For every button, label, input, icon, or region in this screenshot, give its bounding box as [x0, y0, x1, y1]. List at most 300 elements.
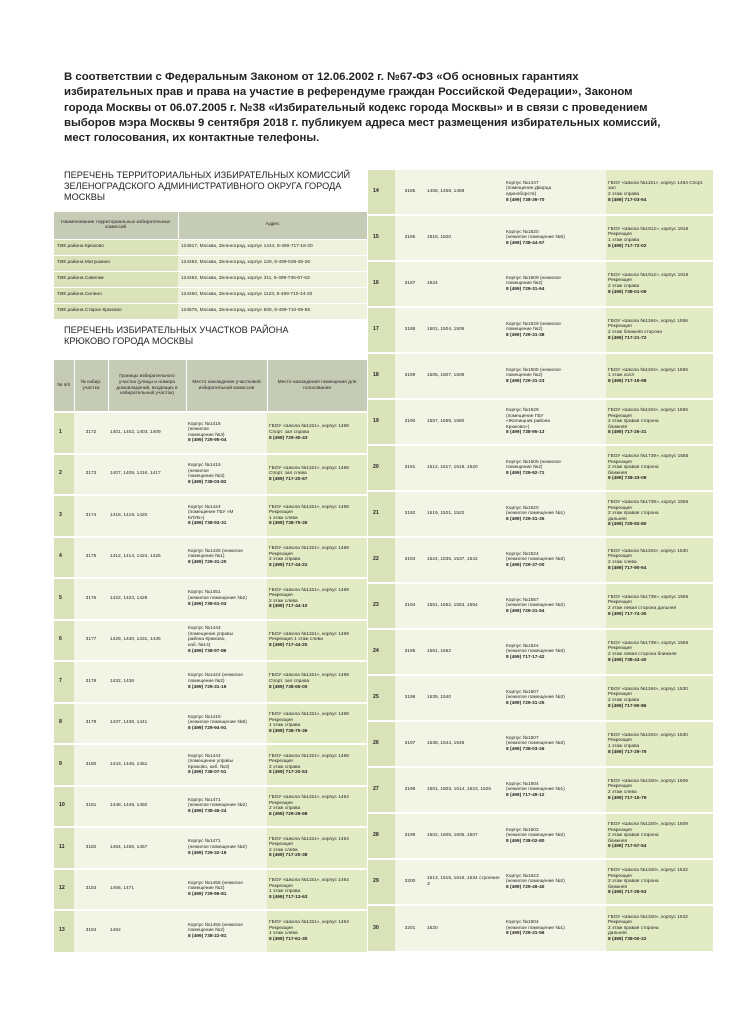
precinct-number: 3190 — [395, 399, 425, 445]
commission-phone: 8 (499) 729-31-20 — [188, 560, 227, 566]
voting-phone: 8 (499) 717-57-54 — [608, 844, 647, 850]
voting-address-line: Рекреация — [608, 459, 632, 465]
precinct-borders: 1824 — [425, 261, 504, 307]
tik-row — [54, 255, 367, 271]
precinct-index: 5 — [54, 578, 74, 620]
voting-location — [267, 620, 367, 662]
commission-location — [504, 169, 606, 215]
voting-address-line: Рекреация — [608, 232, 632, 238]
tik-row — [54, 239, 367, 255]
precinct-borders: 1429, 1430, 1431, 1435 — [108, 620, 186, 662]
voting-address-line: 2 этаж правая сторона — [608, 925, 659, 931]
voting-location — [606, 491, 713, 537]
precinct-number: 3189 — [395, 353, 425, 399]
commission-location — [186, 910, 267, 952]
precinct-number: 3186 — [395, 215, 425, 261]
voting-address-line: Рекреация — [269, 551, 293, 557]
precinct-number: 3194 — [395, 583, 425, 629]
precinct-row — [54, 661, 367, 703]
commission-address-line: (помещение Дворца — [506, 186, 552, 192]
voting-phone: 8 (499) 717-90-86 — [608, 703, 647, 709]
precinct-index: 19 — [368, 399, 395, 445]
voting-address-line: ГБОУ «Школа №1151», корпус 1468 — [269, 465, 349, 471]
precinct-index: 23 — [368, 583, 395, 629]
voting-phone: 8 (499) 717-03-64 — [608, 197, 647, 203]
voting-address-line: ГБОУ «Школа №1194», корпус 1530 — [608, 686, 688, 692]
commission-phone: 8 (499) 729-31-38 — [506, 332, 545, 338]
voting-location — [606, 721, 713, 767]
col-uchastok-header: № избир. участка — [74, 360, 108, 412]
voting-phone: 8 (499) 738-33-09 — [608, 476, 647, 482]
precincts-table-header — [54, 360, 367, 412]
voting-location — [606, 767, 713, 813]
precinct-row — [54, 869, 367, 911]
voting-address-line: 1 этаж слева — [269, 515, 298, 521]
voting-location — [267, 744, 367, 786]
commission-address-line: Корпус №1524 — [506, 643, 539, 649]
commission-address-line: (нежилое помещение №2) — [506, 879, 565, 885]
precinct-index: 8 — [54, 703, 74, 745]
voting-phone: 8 (499) 717-44-20 — [269, 643, 308, 649]
commission-address-line: (нежилое помещение №3) — [506, 741, 565, 747]
precinct-row — [54, 620, 367, 662]
commission-location — [504, 721, 606, 767]
voting-address-line: Рекреация — [269, 510, 293, 516]
voting-address-line: Рекреация — [269, 842, 293, 848]
precinct-number: 3184 — [74, 910, 108, 952]
precinct-index: 17 — [368, 307, 395, 353]
voting-address-line: Спорт. зал справа — [269, 678, 310, 684]
commission-phone: 8 (499) 729-31-54 — [506, 608, 545, 614]
precinct-number: 3183 — [74, 869, 108, 911]
commission-address-line: Корпус №1507 — [506, 735, 539, 741]
commission-address-line: помещение №2) — [506, 327, 543, 333]
precinct-borders: 1602, 1605, 1606, 1607 — [425, 813, 504, 859]
commission-location — [504, 675, 606, 721]
precinct-row — [54, 786, 367, 828]
voting-location — [606, 261, 713, 307]
precinct-row — [368, 813, 713, 859]
commission-address-line: (нежилое помещение №1) — [506, 511, 565, 517]
commission-location — [186, 412, 267, 454]
voting-address-line: Рекреация 1 этаж слева — [269, 637, 323, 643]
precinct-number: 3197 — [395, 721, 425, 767]
voting-location — [267, 869, 367, 911]
voting-address-line: 2 этаж справа — [269, 557, 301, 563]
commission-location — [186, 454, 267, 496]
voting-address-line: 2 этаж справа — [608, 698, 640, 703]
commission-address-line: помещение №3) — [188, 474, 225, 480]
precinct-row — [54, 703, 367, 745]
voting-phone: 8 (499) 717-13-63 — [269, 894, 308, 900]
commission-address-line: Корпус №1809 (нежилое — [506, 275, 561, 281]
voting-location — [606, 307, 713, 353]
commission-location — [504, 353, 606, 399]
commission-address-line: Корпус №1529 (нежилое — [506, 321, 561, 327]
precinct-borders: 1462 — [108, 910, 186, 952]
precinct-row — [54, 495, 367, 537]
commission-location — [504, 859, 606, 905]
precinct-index: 30 — [368, 905, 395, 951]
precinct-number: 3177 — [74, 620, 108, 662]
precinct-row — [368, 721, 713, 767]
precinct-borders: 1454, 1456, 1457 — [108, 827, 186, 869]
commission-address-line: «Жилищник района — [506, 419, 550, 425]
voting-address-line: 2 этаж левая сторона ближняя — [608, 652, 677, 657]
precinct-borders: 1432, 1436 — [108, 661, 186, 703]
voting-phone: 8 (499) 717-26-31 — [608, 430, 647, 436]
precinct-index: 1 — [54, 412, 74, 454]
commission-phone: 8 (499) 729-96-81 — [188, 892, 227, 898]
precinct-borders: 1448, 1449, 1450 — [108, 786, 186, 828]
commission-address-line: (нежилое помещение №2) — [188, 595, 247, 601]
tik-row — [54, 287, 367, 303]
commission-phone: 8 (499) 738-03-26 — [506, 746, 545, 752]
voting-location — [606, 859, 713, 905]
voting-location — [606, 215, 713, 261]
voting-address-line: ближняя — [608, 884, 628, 890]
precinct-row — [368, 169, 713, 215]
precinct-borders: 1620 — [425, 905, 504, 951]
precinct-row — [368, 353, 713, 399]
voting-phone: 8 (499) 717-21-72 — [608, 335, 647, 341]
commission-location — [186, 495, 267, 537]
voting-phone: 8 (499) 717-19-98 — [608, 378, 647, 384]
voting-address-line: ГБОУ «Школа №1739», корпус 1555 — [608, 500, 689, 506]
tik-row — [54, 271, 367, 287]
commission-address-line: Корпус №1820 — [506, 229, 539, 235]
precinct-index: 18 — [368, 353, 395, 399]
voting-address-line: ГБОУ «Школа №1151», корпус 1469 — [269, 546, 349, 552]
voting-location — [267, 661, 367, 703]
voting-address-line: 2 этаж ближняя сторона — [608, 330, 662, 335]
voting-address-line: ГБОУ «Школа №1150», корпус 1609 — [608, 778, 688, 784]
voting-location — [267, 537, 367, 579]
precinct-number: 3193 — [395, 537, 425, 583]
precinct-number: 3199 — [395, 813, 425, 859]
voting-address-line: 1 этаж справа — [269, 889, 301, 895]
voting-address-line: ГБОУ «Школа №1194», корпус 1556 — [608, 367, 688, 373]
precinct-borders: 1601, 1603, 1614, 1623, 1626 — [425, 767, 504, 813]
voting-address-line: Рекреация — [608, 738, 632, 744]
voting-address-line: ближняя — [608, 470, 628, 476]
tik-name: ТИК района Матушкино — [54, 255, 178, 271]
tik-address: 124482, Москва, Зеленоград, корпус 128, 8-499-538-45-26 — [178, 255, 367, 271]
voting-address-line: 2 этаж справа — [608, 192, 640, 197]
voting-location — [267, 412, 367, 454]
precinct-number: 3180 — [74, 744, 108, 786]
precinct-index: 28 — [368, 813, 395, 859]
voting-address-line: ГБОУ «Школа №1912», корпус 1816 — [608, 226, 689, 232]
commission-phone: 8 (499) 738-46-24 — [188, 809, 227, 815]
precinct-row — [54, 827, 367, 869]
voting-address-line: Рекреация — [269, 883, 293, 889]
voting-address-line: ГБОУ «Школа №1150», корпус 1632 — [608, 868, 688, 874]
voting-address-line: ГБОУ «Школа №1151», корпус 1468 — [269, 712, 349, 718]
precinct-borders: 1613, 1615, 1616, 1634 строение 3 — [425, 859, 504, 905]
voting-phone: 8 (499) 717-20-67 — [269, 477, 308, 483]
precinct-index: 2 — [54, 454, 74, 496]
voting-location — [606, 353, 713, 399]
tik-table-header — [54, 212, 367, 239]
intro-paragraph: В соответствии с Федеральным Законом от 12.06.2002 г. №67-ФЗ «Об основных гарантиях избирательных прав и права на участие в референдуме граждан Российской Федерации», Законом города Москвы от 06.07.2005 г. №38 «Избирательный кодекс города Москвы» и в связи с проведением выборов мэра Москвы 9 сентября 2018 г. публикуем адреса мест размещения избирательных комиссий, мест голосования, их контактные телефоны. — [64, 71, 661, 145]
commission-address-line: Корпус №1424 (нежилое — [188, 673, 243, 679]
commission-address-line: Корпус №1424 — [188, 504, 221, 510]
voting-address-line: 2 этаж правая сторона — [608, 511, 659, 517]
commission-location — [186, 786, 267, 828]
commission-address-line: (помещение ГБУ — [506, 413, 544, 419]
commission-address-line: Корпус №1505 (нежилое — [506, 459, 561, 465]
precinct-index: 10 — [54, 786, 74, 828]
commission-address-line: Корпус №1604 — [506, 781, 539, 787]
commission-address-line: (нежилое помещение №2) — [188, 803, 247, 809]
voting-address-line: Рекреация — [608, 827, 632, 833]
voting-location — [606, 399, 713, 445]
voting-phone: 8 (499) 738-75-35 — [269, 521, 308, 527]
precinct-row — [368, 307, 713, 353]
precinct-index: 16 — [368, 261, 395, 307]
commission-address-line: (помещение ГБУ «М — [188, 510, 234, 516]
voting-phone: 8 (499) 738-65-00 — [269, 684, 308, 690]
commission-address-line: Корпус №1416 — [188, 463, 221, 469]
voting-address-line: ГБОУ «Школа №1150», корпус 1609 — [608, 822, 688, 828]
commission-location — [504, 767, 606, 813]
voting-location — [606, 675, 713, 721]
tik-table — [54, 212, 368, 319]
voting-address-line: ГБОУ «Школа №1194», корпус 1556 — [608, 318, 688, 324]
voting-phone: 8 (499) 717-20-38 — [269, 853, 308, 859]
precinct-index: 11 — [54, 827, 74, 869]
voting-address-line: ГБОУ «Школа №1151», корпус 1468 — [269, 753, 349, 759]
tik-name: ТИК района Савелки — [54, 271, 178, 287]
commission-address-line: (нежилое помещение №3) — [506, 557, 565, 563]
voting-address-line: 2 этаж слева — [608, 560, 637, 565]
voting-phone: 8 (499) 729-92-80 — [608, 522, 647, 528]
voting-phone: 8 (499) 717-15-79 — [608, 795, 647, 801]
voting-address-line: ГБОУ «Школа №1151», корпус 1468 — [269, 504, 349, 510]
precinct-row — [368, 675, 713, 721]
voting-address-line: ГБОУ «Школа №1194», корпус 1530 — [608, 548, 688, 554]
voting-address-line: ГБОУ «Школа №1194», корпус 1530 — [608, 732, 688, 738]
commission-address-line: Корпус №1524 — [506, 551, 539, 557]
voting-location — [606, 537, 713, 583]
precinct-borders: 1401, 1402, 1403, 1409 — [108, 412, 186, 454]
commission-address-line: Корпус №1623 — [506, 873, 539, 879]
commission-phone: 8 (499) 729-31-25 — [506, 700, 545, 706]
precinct-index: 3 — [54, 495, 74, 537]
voting-location — [606, 169, 713, 215]
commission-location — [186, 703, 267, 745]
voting-phone: 8 (499) 729-30-43 — [269, 435, 308, 441]
precinct-borders: 1538, 1544, 1546 — [425, 721, 504, 767]
voting-phone: 8 (499) 717-61-30 — [269, 936, 308, 942]
voting-address-line: Рекреация — [608, 646, 632, 652]
tik-address: 124575, Москва, Зеленоград, корпус 830, 8-499-710-09-55 — [178, 303, 367, 319]
commission-address-line: Корпус №1471 — [188, 839, 221, 845]
voting-location — [267, 578, 367, 620]
precincts-table-left-body — [54, 412, 367, 952]
voting-address-line: ГБОУ «Школа №1739», корпус 1555 — [608, 454, 689, 460]
commission-phone: 8 (499) 729-31-35 — [506, 516, 545, 522]
precinct-number: 3198 — [395, 767, 425, 813]
commission-phone: 8 (499) 738-44-57 — [506, 240, 545, 246]
tik-col-address-header: Адрес — [178, 212, 367, 239]
precinct-row — [368, 859, 713, 905]
precinct-number: 3196 — [395, 675, 425, 721]
voting-phone: 8 (499) 729-29-98 — [269, 811, 308, 817]
commission-address-line: (нежилое помещение №1) — [506, 787, 565, 793]
voting-phone: 8 (499) 717-72-02 — [608, 243, 647, 249]
commission-phone: 8 (499) 738-93-31 — [188, 521, 227, 527]
precinct-index: 7 — [54, 661, 74, 703]
precinct-number: 3200 — [395, 859, 425, 905]
precinct-number: 3182 — [74, 827, 108, 869]
voting-address-line: Рекреация — [608, 554, 632, 560]
precinct-number: 3188 — [395, 307, 425, 353]
commission-address-line: Корпус №1444 — [188, 753, 221, 759]
commission-address-line: Корпус №1507 — [506, 689, 539, 695]
col-commission-header: Место нахождения участковой избирательной комиссии — [186, 360, 267, 412]
voting-phone: 8 (499) 717-28-53 — [608, 890, 647, 896]
tik-name: ТИК района Силино — [54, 287, 178, 303]
voting-location — [267, 495, 367, 537]
precinct-row — [368, 537, 713, 583]
voting-phone: 8 (499) 717-20-53 — [269, 770, 308, 776]
precinct-index: 27 — [368, 767, 395, 813]
voting-address-line: ГБОУ «Школа №1151», корпус 1464 — [269, 920, 349, 926]
precinct-index: 22 — [368, 537, 395, 583]
precinct-number: 3195 — [395, 629, 425, 675]
voting-phone: 8 (499) 738-01-09 — [608, 289, 647, 295]
voting-address-line: ГБОУ «Школа №1151», корпус 1464 Спорт. зал — [608, 180, 704, 192]
voting-address-line: 2 этаж справа — [608, 284, 640, 289]
commission-location — [504, 399, 606, 445]
commission-address-line: (нежилое — [188, 468, 209, 474]
precinct-index: 25 — [368, 675, 395, 721]
commission-location — [504, 813, 606, 859]
precinct-row — [368, 905, 713, 951]
precinct-row — [368, 629, 713, 675]
voting-address-line: Рекреация — [608, 413, 632, 419]
voting-address-line: ГБОУ «Школа №1912», корпус 1816 — [608, 272, 689, 278]
commission-location — [504, 261, 606, 307]
precinct-index: 15 — [368, 215, 395, 261]
commission-address-line: Корпус №1455 (нежилое — [188, 880, 243, 886]
commission-address-line: каб. №14) — [188, 643, 211, 649]
commission-phone: 8 (499) 738-95-13 — [506, 430, 545, 436]
commission-address-line: (нежилое помещение №1) — [506, 925, 565, 931]
commission-phone: 8 (499) 738-51-03 — [188, 601, 227, 607]
precinct-borders: 1818, 1820 — [425, 215, 504, 261]
precinct-borders: 1551, 1552, 1553, 1554 — [425, 583, 504, 629]
precinct-borders: 1557, 1559, 1560 — [425, 399, 504, 445]
voting-address-line: 1 этаж слева — [269, 931, 298, 937]
commission-address-line: КЛУБ») — [188, 515, 205, 521]
precinct-borders: 1519, 1521, 1522 — [425, 491, 504, 537]
precinct-number: 3176 — [74, 578, 108, 620]
precinct-index: 14 — [368, 169, 395, 215]
tik-col-name-header: Наименование территориальных избирательных комиссий — [54, 212, 178, 239]
commission-phone: 8 (499) 729-92-71 — [506, 470, 545, 476]
voting-location — [267, 454, 367, 496]
voting-address-line: Рекреация — [608, 692, 632, 698]
commission-address-line: помещение №2) — [188, 678, 225, 684]
commission-phone: 8 (499) 738-39-70 — [506, 197, 545, 203]
voting-address-line: ГБОУ «Школа №1151», корпус 1469 — [269, 587, 349, 593]
voting-phone: 8 (499) 717-44-10 — [269, 604, 308, 610]
voting-address-line: 2 этаж правая сторона — [608, 419, 659, 425]
col-borders-header: Границы избирательного участка (улицы и номера домовладений, входящих в избирательный участок) — [108, 360, 186, 412]
voting-address-line: Спорт. зал слева — [269, 471, 307, 477]
voting-phone: 8 (499) 717-74-30 — [608, 611, 647, 617]
commission-phone: 8 (499) 729-37-00 — [506, 562, 545, 568]
precinct-index: 29 — [368, 859, 395, 905]
precinct-row — [54, 537, 367, 579]
tik-row — [54, 303, 367, 319]
voting-address-line: ГБОУ «Школа №1151», корпус 1464 — [269, 836, 349, 842]
voting-address-line: 1 этаж холл — [608, 373, 635, 379]
precinct-row — [54, 910, 367, 952]
precinct-row — [368, 491, 713, 537]
precinct-number: 3175 — [74, 537, 108, 579]
commission-phone: 8 (499) 729-95-04 — [188, 438, 227, 444]
precinct-index: 6 — [54, 620, 74, 662]
voting-location — [267, 703, 367, 745]
commission-phone: 8 (499) 729-31-23 — [506, 378, 545, 384]
commission-location — [504, 905, 606, 951]
precinct-index: 24 — [368, 629, 395, 675]
precincts-table-left — [54, 360, 368, 952]
precinct-borders: 1505, 1507, 1509 — [425, 353, 504, 399]
voting-address-line: ближняя — [608, 424, 628, 430]
voting-address-line: Рекреация — [608, 600, 632, 606]
voting-address-line: ГБОУ «Школа №1150», корпус 1632 — [608, 914, 688, 920]
voting-phone: 8 (499) 717-29-75 — [608, 749, 647, 755]
voting-address-line: Рекреация — [608, 784, 632, 790]
voting-phone: 8 (499) 738-00-22 — [608, 936, 647, 942]
precinct-row — [54, 454, 367, 496]
tik-address: 124482, Москва, Зеленоград, корпус 311, 8-499-736-67-63 — [178, 271, 367, 287]
commission-address-line: (нежилое помещение №2) — [506, 833, 565, 839]
precinct-number: 3187 — [395, 261, 425, 307]
commission-address-line: Корпус №1447 — [506, 180, 539, 186]
commission-phone: 8 (499) 729-49-40 — [506, 884, 545, 890]
commission-address-line: Корпус №1471 — [188, 797, 221, 803]
commission-address-line: Корпус №1425 (нежилое — [188, 548, 243, 554]
voting-address-line: Рекреация — [269, 800, 293, 806]
voting-location — [606, 905, 713, 951]
precinct-borders: 1524, 1535, 1537, 1542 — [425, 537, 504, 583]
voting-address-line: 2 этаж справа — [269, 806, 301, 812]
precinct-borders: 1437, 1438, 1441 — [108, 703, 186, 745]
commission-address-line: (помещение управы — [188, 631, 234, 637]
precinct-borders: 1455, 1458, 1459 — [425, 169, 504, 215]
voting-address-line: 2 этаж правая сторона — [608, 465, 659, 471]
commission-location — [504, 215, 606, 261]
commission-location — [186, 620, 267, 662]
commission-address-line: Корпус №1604 — [506, 920, 539, 926]
voting-location — [606, 445, 713, 491]
precincts-table-right-body — [368, 169, 713, 951]
precinct-index: 9 — [54, 744, 74, 786]
commission-phone: 8 (499) 738-03-82 — [188, 479, 227, 485]
precinct-row — [54, 412, 367, 454]
precinct-index: 21 — [368, 491, 395, 537]
voting-address-line: ГБОУ «Школа №1194», корпус 1556 — [608, 408, 688, 414]
commission-location — [186, 827, 267, 869]
precinct-number: 3178 — [74, 661, 108, 703]
precinct-number: 3179 — [74, 703, 108, 745]
